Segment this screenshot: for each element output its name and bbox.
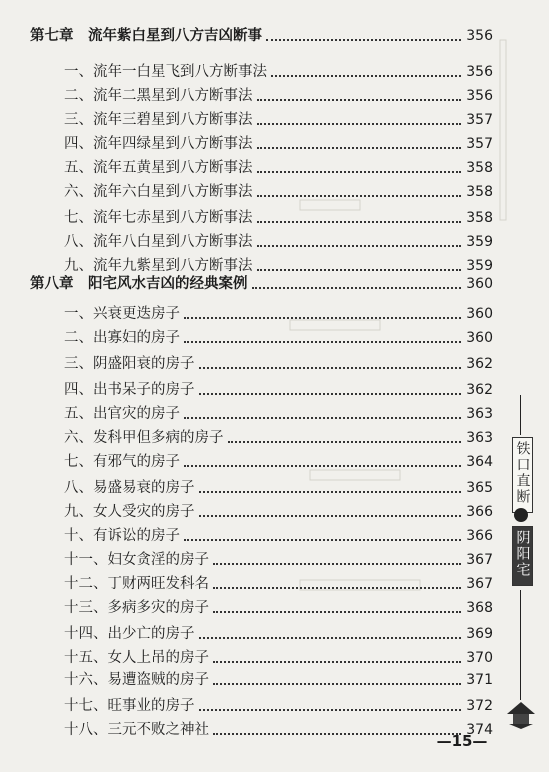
toc-entry[interactable] [0, 206, 549, 230]
page-ref: 368 [466, 600, 493, 616]
toc-entry[interactable] [0, 402, 549, 426]
entry-title: 五、流年五黄星到八方断事法 [64, 160, 253, 176]
toc-entry[interactable] [0, 572, 549, 596]
toc-entry[interactable] [0, 84, 549, 108]
dot-leader [257, 171, 461, 173]
entry-title: 四、流年四绿星到八方断事法 [64, 136, 253, 152]
entry-title: 二、出寡妇的房子 [64, 330, 180, 346]
toc-entry[interactable] [0, 156, 549, 180]
dot-leader [184, 341, 461, 343]
toc-entry[interactable] [0, 108, 549, 132]
entry-title: 十四、出少亡的房子 [64, 626, 195, 642]
toc-entry[interactable] [0, 500, 549, 524]
page-ref: 362 [466, 382, 493, 398]
toc-entry[interactable] [0, 378, 549, 402]
dot-leader [184, 417, 461, 419]
entry-title: 十五、女人上吊的房子 [64, 650, 209, 666]
entry-title: 八、流年八白星到八方断事法 [64, 234, 253, 250]
dot-leader [257, 221, 461, 223]
dot-leader [213, 683, 461, 685]
page-ref: 374 [466, 722, 493, 738]
entry-title: 十一、妇女贪淫的房子 [64, 552, 209, 568]
dot-leader [199, 709, 461, 711]
dot-leader [213, 733, 461, 735]
side-tab [498, 0, 549, 772]
side-rule-bottom [520, 590, 521, 700]
page-ref: 360 [466, 276, 493, 292]
dot-leader [184, 465, 461, 467]
dot-leader [257, 245, 461, 247]
page-ref: 363 [466, 430, 493, 446]
toc-entry[interactable] [0, 302, 549, 326]
page-ref: 362 [466, 356, 493, 372]
entry-title: 八、易盛易衰的房子 [64, 480, 195, 496]
entry-title: 十八、三元不败之神社 [64, 722, 209, 738]
toc-entry[interactable] [0, 60, 549, 84]
page-ref: 359 [466, 258, 493, 274]
dot-leader [228, 441, 461, 443]
entry-title: 四、出书呆子的房子 [64, 382, 195, 398]
dot-leader [266, 39, 461, 41]
entry-title: 九、女人受灾的房子 [64, 504, 195, 520]
page-number: —15— [436, 732, 488, 750]
entry-title: 七、流年七赤星到八方断事法 [64, 210, 253, 226]
page-ref: 366 [466, 528, 493, 544]
chapter-title: 第八章 阳宅风水吉凶的经典案例 [30, 276, 248, 292]
page-ref: 356 [466, 64, 493, 80]
dot-leader [184, 539, 461, 541]
toc-entry[interactable] [0, 426, 549, 450]
page-ref: 370 [466, 650, 493, 666]
page-ref: 358 [466, 184, 493, 200]
dot-leader [213, 611, 461, 613]
toc-entry[interactable] [0, 132, 549, 156]
dot-leader [184, 317, 461, 319]
page-ref: 365 [466, 480, 493, 496]
toc-entry[interactable] [0, 230, 549, 254]
entry-title: 十、有诉讼的房子 [64, 528, 180, 544]
dot-leader [257, 147, 461, 149]
dot-leader [257, 99, 461, 101]
dot-leader [257, 123, 461, 125]
volume-label-text: 阴阳宅 [514, 530, 531, 578]
entry-title: 六、流年六白星到八方断事法 [64, 184, 253, 200]
chapter-row[interactable] [0, 24, 549, 48]
side-rule-top [520, 395, 521, 435]
entry-title: 一、流年一白星飞到八方断事法 [64, 64, 267, 80]
page-ref: 357 [466, 136, 493, 152]
dot-leader [213, 563, 461, 565]
dot-leader [199, 393, 461, 395]
toc-entry[interactable] [0, 596, 549, 620]
page-ref: 359 [466, 234, 493, 250]
series-label-text: 铁口直断 [514, 441, 531, 505]
page-ref: 360 [466, 306, 493, 322]
toc-entry[interactable] [0, 646, 549, 670]
volume-label [512, 526, 533, 586]
page-ref: 356 [466, 28, 493, 44]
dot-leader [199, 367, 461, 369]
page-ref: 371 [466, 672, 493, 688]
page-ref: 372 [466, 698, 493, 714]
entry-title: 十三、多病多灾的房子 [64, 600, 209, 616]
dot-leader [213, 587, 461, 589]
entry-title: 九、流年九紫星到八方断事法 [64, 258, 253, 274]
toc-entry[interactable] [0, 524, 549, 548]
dot-leader [257, 269, 461, 271]
entry-title: 十七、旺事业的房子 [64, 698, 195, 714]
toc-entry[interactable] [0, 622, 549, 646]
page-ref: 358 [466, 210, 493, 226]
dot-leader [213, 661, 461, 663]
entry-title: 七、有邪气的房子 [64, 454, 180, 470]
toc-entry[interactable] [0, 326, 549, 350]
toc-entry[interactable] [0, 352, 549, 376]
toc-entry[interactable] [0, 450, 549, 474]
dot-leader [199, 515, 461, 517]
dot-leader [199, 491, 461, 493]
page-ref: 358 [466, 160, 493, 176]
side-ornament [514, 508, 528, 522]
dot-leader [199, 637, 461, 639]
entry-title: 十六、易遭盗贼的房子 [64, 672, 209, 688]
page-ref: 357 [466, 112, 493, 128]
toc-entry[interactable] [0, 180, 549, 204]
toc-entry[interactable] [0, 668, 549, 692]
page-ref: 363 [466, 406, 493, 422]
series-label [512, 437, 533, 513]
page-ref: 364 [466, 454, 493, 470]
entry-title: 三、阴盛阳衰的房子 [64, 356, 195, 372]
page-ref: 360 [466, 330, 493, 346]
dot-leader [257, 195, 461, 197]
dot-leader [252, 287, 461, 289]
page-ref: 367 [466, 576, 493, 592]
dot-leader [271, 75, 461, 77]
toc-entry[interactable] [0, 476, 549, 500]
page-ref: 366 [466, 504, 493, 520]
entry-title: 三、流年三碧星到八方断事法 [64, 112, 253, 128]
page-ref: 356 [466, 88, 493, 104]
entry-title: 五、出官灾的房子 [64, 406, 180, 422]
chapter-row[interactable] [0, 272, 549, 296]
toc-entry[interactable] [0, 548, 549, 572]
page-ref: 367 [466, 552, 493, 568]
toc-entry[interactable] [0, 694, 549, 718]
chapter-title: 第七章 流年紫白星到八方吉凶断事 [30, 28, 262, 44]
entry-title: 六、发科甲但多病的房子 [64, 430, 224, 446]
entry-title: 一、兴衰更迭房子 [64, 306, 180, 322]
entry-title: 十二、丁财两旺发科名 [64, 576, 209, 592]
lantern-ornament [504, 700, 538, 730]
page-ref: 369 [466, 626, 493, 642]
entry-title: 二、流年二黑星到八方断事法 [64, 88, 253, 104]
